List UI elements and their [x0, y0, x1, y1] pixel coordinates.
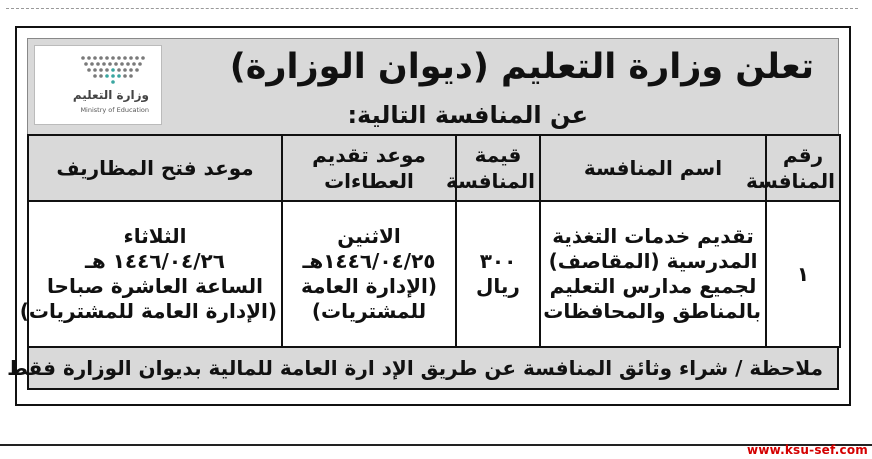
header-tender-number: رقم المنافسة — [766, 135, 840, 201]
page-title: تعلن وزارة التعليم (ديوان الوزارة) — [229, 47, 814, 87]
source-credit: www.ksu-sef.com — [747, 443, 868, 457]
tender-table — [19, 134, 841, 348]
cell-opening-date: الثلاثاء ١٤٤٦/٠٤/٢٦ هـ الساعة العاشرة صباحا (الإدارة العامة للمشتريات) — [28, 201, 282, 347]
header-tender-name: اسم المنافسة — [540, 135, 766, 201]
table-row — [28, 201, 840, 347]
ministry-dots-logo-icon — [77, 54, 149, 84]
cell-tender-value: ٣٠٠ ريال — [456, 201, 540, 347]
ministry-logo — [34, 45, 162, 125]
logo-english-text: Ministry of Education — [80, 106, 149, 114]
table-header-row — [28, 135, 840, 201]
announcement-header — [27, 38, 839, 148]
header-submission-date: موعد تقديم العطاءات — [282, 135, 456, 201]
header-tender-value: قيمة المنافسة — [456, 135, 540, 201]
logo-arabic-text: وزارة التعليم — [72, 88, 149, 102]
cell-submission-date: الاثنين ١٤٤٦/٠٤/٢٥هـ (الإدارة العامة للمشتريات) — [282, 201, 456, 347]
tender-announcement — [7, 26, 851, 406]
purchase-note: ملاحظة / شراء وثائق المنافسة عن طريق الإد ارة العامة للمالية بديوان الوزارة فقط — [27, 346, 839, 390]
cell-tender-number: ١ — [766, 201, 840, 347]
bottom-rule — [0, 444, 872, 446]
cell-tender-name: تقديم خدمات التغذية المدرسية (المقاصف) لجميع مدارس التعليم بالمناطق والمحافظات — [540, 201, 766, 347]
header-opening-date: موعد فتح المظاريف — [28, 135, 282, 201]
top-dashed-rule — [6, 8, 858, 9]
page-subtitle: عن المنافسة التالية: — [347, 101, 588, 129]
